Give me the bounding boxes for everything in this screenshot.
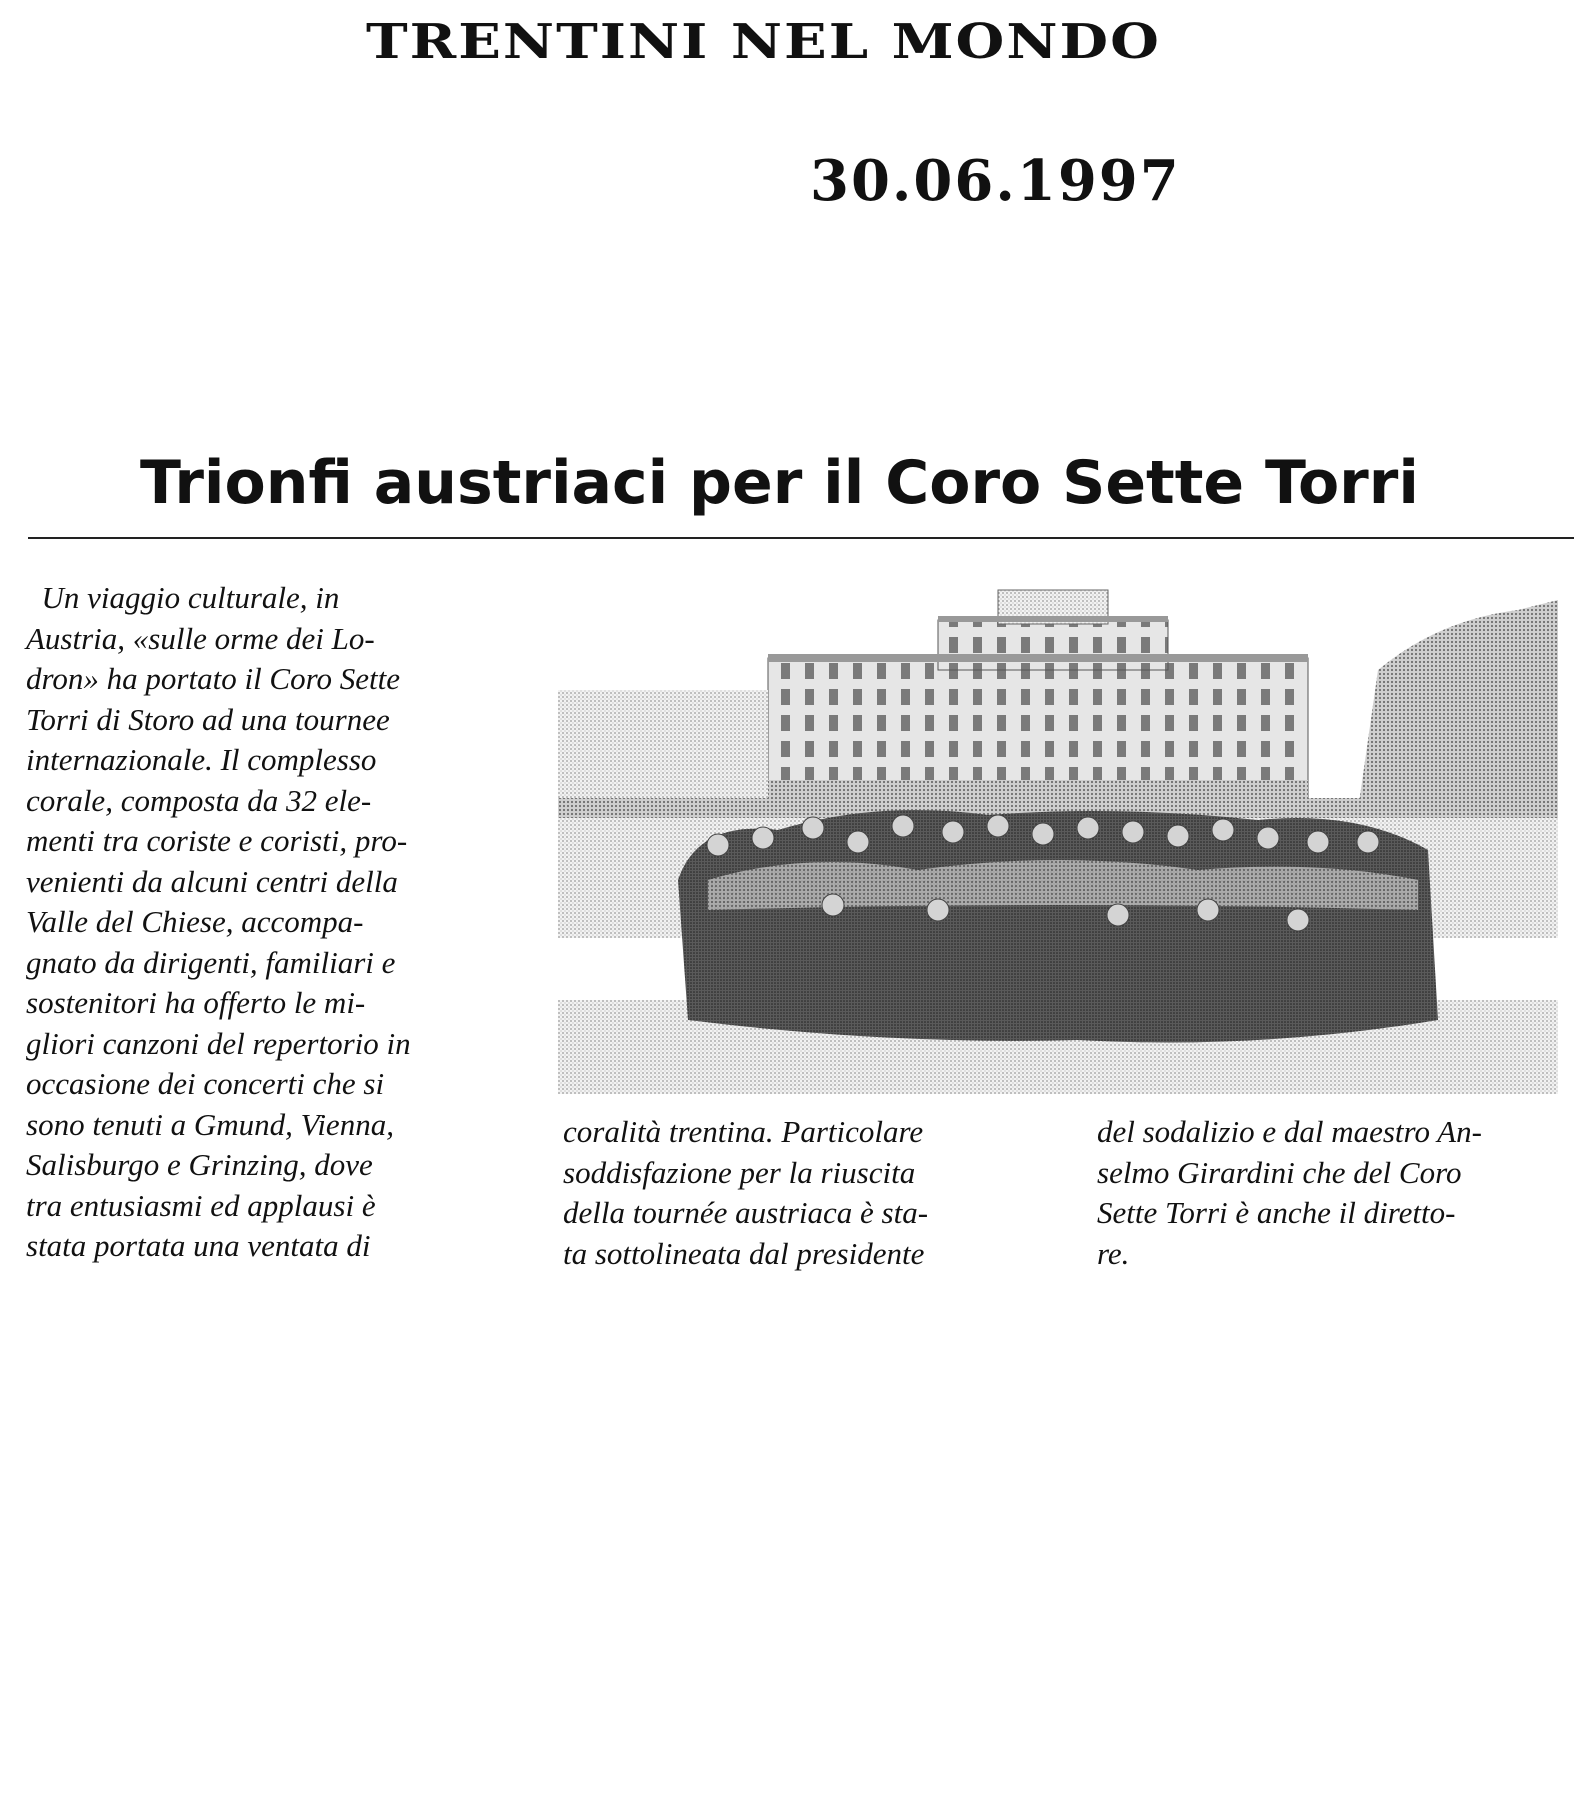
group-photo — [558, 580, 1558, 1094]
text-line: stata portata una ventata di — [26, 1228, 371, 1263]
text-line: Salisburgo e Grinzing, dove — [26, 1147, 373, 1182]
text-line: coralità trentina. Particolare — [563, 1114, 924, 1149]
text-line: internazionale. Il complesso — [26, 742, 377, 777]
text-line: ta sottolineata dal presidente — [563, 1235, 925, 1271]
text-line: Sette Torri è anche il diretto- — [1097, 1195, 1456, 1230]
text-line: venienti da alcuni centri della — [26, 863, 398, 899]
article-column-3 — [1097, 1112, 1482, 1274]
text-line: Torri di Storo ad una tournee — [26, 701, 390, 737]
text-line: Valle del Chiese, accompa- — [26, 904, 364, 939]
article-headline: Trionfi austriaci per il Coro Sette Torri — [140, 448, 1419, 518]
text-line: Un viaggio culturale, in — [26, 580, 340, 615]
text-line: del sodalizio e dal maestro An- — [1097, 1114, 1482, 1149]
publication-date: 30.06.1997 — [810, 148, 1181, 214]
text-line: corale, composta da 32 ele- — [26, 782, 372, 818]
article-column-1 — [26, 578, 411, 1267]
text-line: della tournée austriaca è sta- — [563, 1195, 929, 1230]
text-line: sono tenuti a Gmund, Vienna, — [26, 1106, 394, 1142]
text-line: gnato da dirigenti, familiari e — [26, 944, 396, 980]
choir-group — [678, 810, 1438, 1043]
text-line: soddisfazione per la riuscita — [563, 1154, 916, 1190]
publication-name: TRENTINI NEL MONDO — [366, 14, 1161, 71]
text-line: sostenitori ha offerto le mi- — [26, 985, 366, 1020]
text-line: gliori canzoni del repertorio in — [26, 1025, 411, 1061]
text-line: dron» ha portato il Coro Sette — [26, 661, 401, 696]
text-line: selmo Girardini che del Coro — [1097, 1154, 1462, 1190]
text-line: tra entusiasmi ed applausi è — [26, 1187, 376, 1223]
text-line: occasione dei concerti che si — [26, 1066, 385, 1101]
headline-rule — [28, 537, 1574, 539]
text-line: menti tra coriste e coristi, pro- — [26, 823, 408, 858]
text-line: re. — [1097, 1235, 1130, 1271]
article-column-2 — [563, 1112, 928, 1274]
text-line: Austria, «sulle orme dei Lo- — [26, 620, 375, 656]
